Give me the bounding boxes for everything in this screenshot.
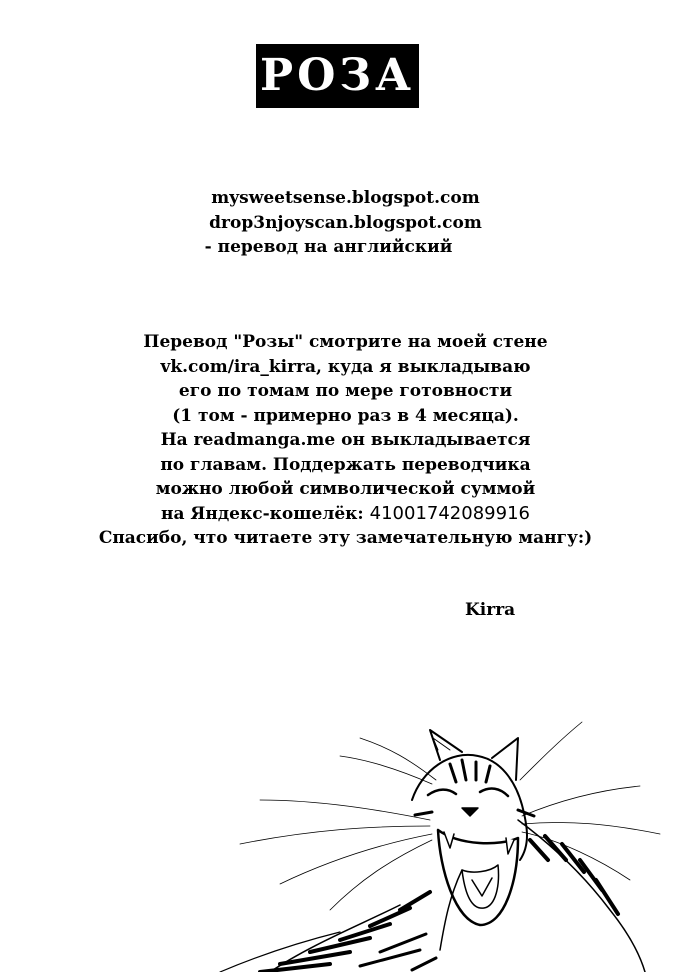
message-line-9: Спасибо, что читаете эту замечательную мангу:) — [98, 528, 593, 548]
message-line-3: его по томам по мере готовности — [178, 381, 513, 401]
message-line-6: по главам. Поддержать переводчика — [160, 454, 531, 475]
page-title: РОЗА — [260, 50, 415, 101]
link-drop3njoyscan: drop3njoyscan.blogspot.com — [209, 212, 482, 233]
signature: Kirra — [465, 600, 516, 620]
message-line-5: На readmanga.me он выкладывается — [160, 430, 531, 450]
message-line-1: Перевод "Розы" смотрите на моей стене — [143, 332, 548, 352]
message-line-8 — [0, 502, 691, 527]
title-banner — [256, 44, 419, 108]
message-line-7: можно любой символической суммой — [155, 479, 536, 499]
yawning-cat-illustration — [200, 720, 691, 972]
links-block — [0, 186, 691, 260]
link-mysweetsense: mysweetsense.blogspot.com — [211, 188, 480, 208]
message-line-4: (1 том - примерно раз в 4 месяца). — [172, 405, 519, 426]
translator-message — [0, 330, 691, 551]
message-line-2: vk.com/ira_kirra, куда я выкладываю — [160, 356, 531, 377]
links-note: - перевод на английский — [204, 237, 453, 257]
wallet-label: на Яндекс-кошелёк: — [161, 503, 370, 524]
wallet-number: 41001742089916 — [369, 502, 530, 524]
